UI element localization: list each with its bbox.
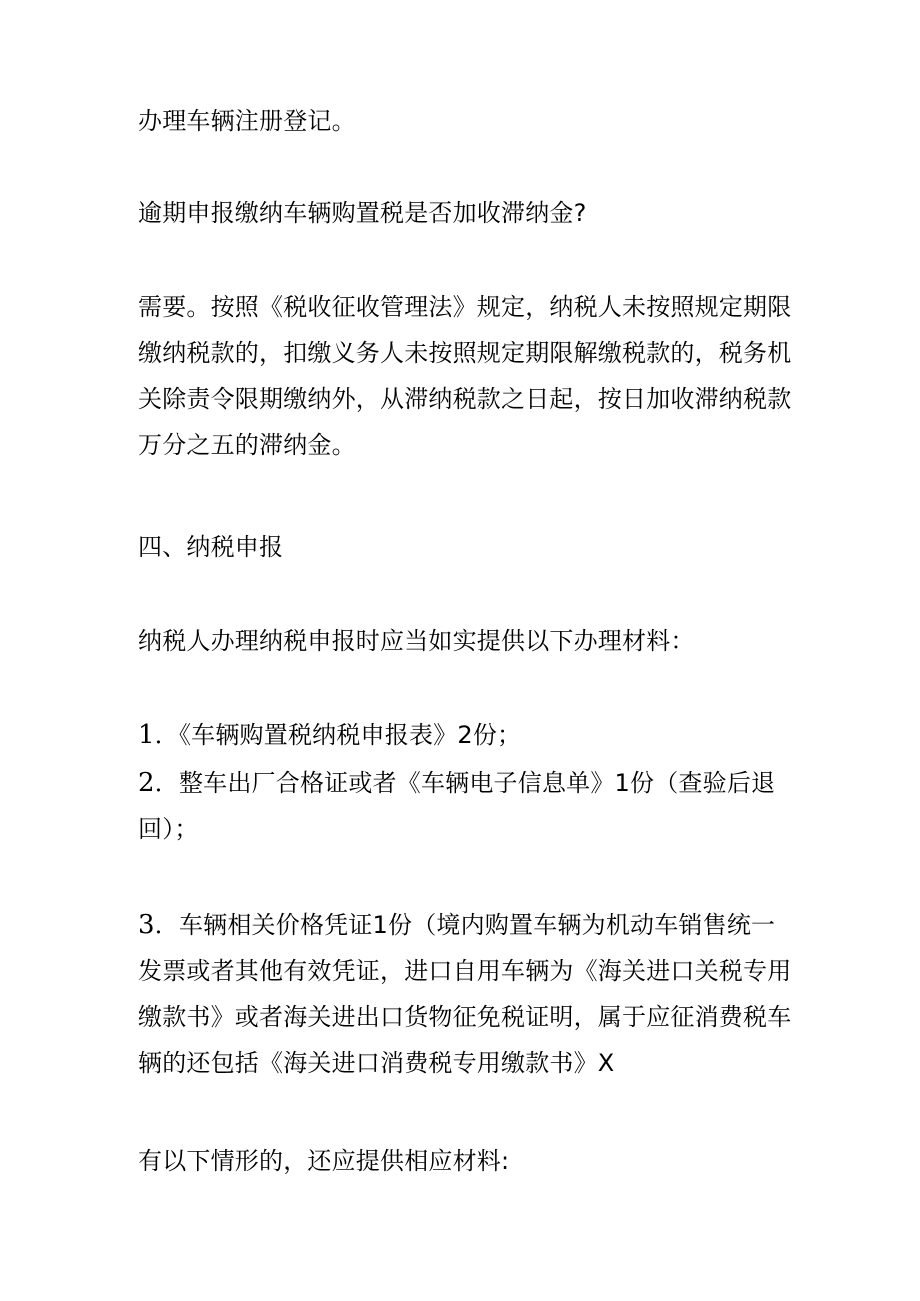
list-item-2 xyxy=(138,760,798,852)
list-item-number: 2 xyxy=(138,768,155,798)
paragraph-answer-late-fee: 需要。按照《税收征收管理法》规定，纳税人未按照规定期限缴纳税款的，扣缴义务人未按照规定期限解缴税款的，税务机关除责令限期缴纳外，从滞纳税款之日起，按日加收滞纳税款万分之五的滞纳金。 xyxy=(138,293,792,459)
paragraph-registration: 办理车辆注册登记。 xyxy=(138,107,356,135)
paragraph-question-late-fee: 逾期申报缴纳车辆购置税是否加收滞纳金? xyxy=(138,199,587,227)
list-item-1 xyxy=(138,712,521,758)
list-item-number: 3 xyxy=(138,910,155,940)
section-heading-tax-filing: 四、纳税申报 xyxy=(138,533,284,561)
paragraph-closing: 有以下情形的，还应提供相应材料: xyxy=(138,1147,510,1175)
list-item-text: ．整车出厂合格证或者《车辆电子信息单》1份（查验后退回）； xyxy=(138,769,776,843)
list-item-text: ．车辆相关价格凭证1份（境内购置车辆为机动车销售统一发票或者其他有效凭证，进口自用车辆为《海关进口关税专用缴款书》或者海关进出口货物征免税证明，属于应征消费税车辆的还包括《海关进口消费税专用缴款书》X xyxy=(138,911,792,1077)
list-item-3 xyxy=(138,902,798,1086)
list-item-text: ．《车辆购置税纳税申报表》2份； xyxy=(154,721,522,749)
list-item-number: 1 xyxy=(138,720,155,750)
paragraph-materials-intro: 纳税人办理纳税申报时应当如实提供以下办理材料： xyxy=(138,627,695,655)
